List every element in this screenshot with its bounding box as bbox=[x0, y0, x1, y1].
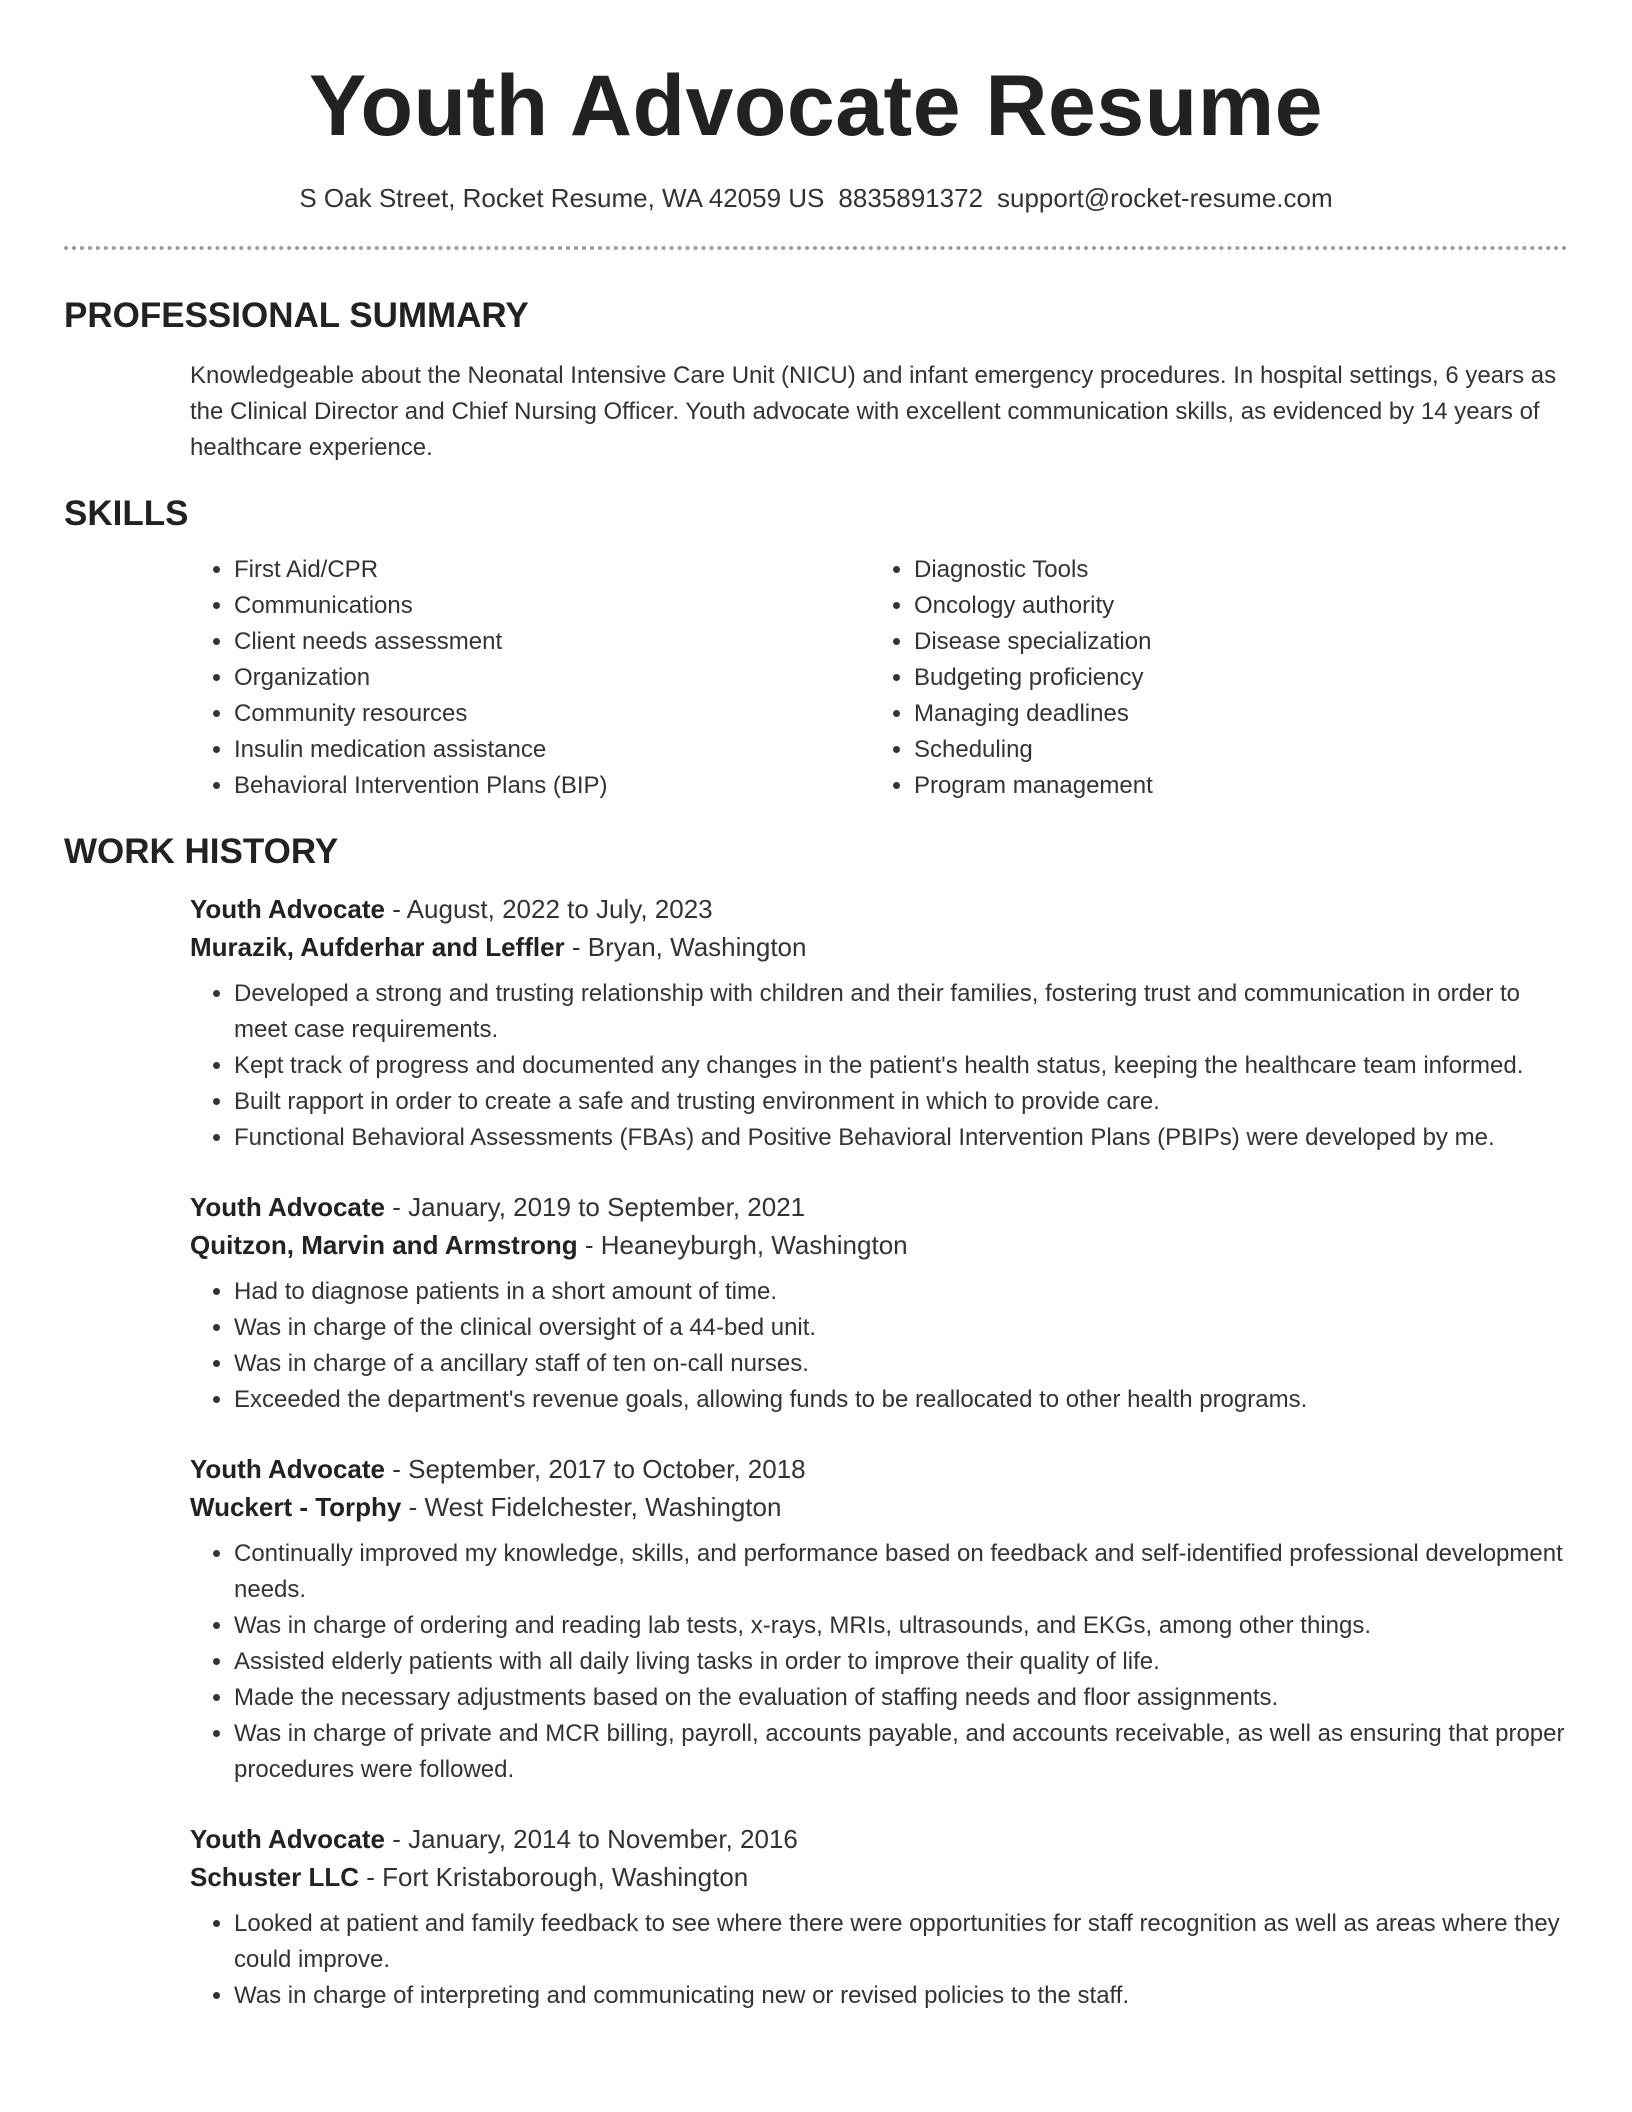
job-bullet: • Was in charge of interpreting and communicating new or revised policies to the staff. bbox=[234, 1978, 1568, 2014]
job-bullet: • Built rapport in order to create a safe and trusting environment in which to provide care. bbox=[234, 1084, 1568, 1120]
company-line bbox=[190, 1488, 1568, 1526]
contact-line bbox=[64, 182, 1568, 214]
skills-heading: SKILLS bbox=[64, 494, 189, 533]
job-bullet: • Made the necessary adjustments based on the evaluation of staffing needs and floor assignments. bbox=[234, 1680, 1568, 1716]
skill-item: • Managing deadlines bbox=[914, 696, 1514, 732]
skill-item: • First Aid/CPR bbox=[234, 552, 870, 588]
skill-item: • Scheduling bbox=[914, 732, 1514, 768]
job-dates: - January, 2019 to September, 2021 bbox=[385, 1192, 806, 1222]
contact-email: support@rocket-resume.com bbox=[997, 183, 1333, 213]
summary-heading: PROFESSIONAL SUMMARY bbox=[64, 296, 529, 335]
job-bullet: • Functional Behavioral Assessments (FBAs) and Positive Behavioral Intervention Plans (PBIPs) were developed by me. bbox=[234, 1120, 1568, 1156]
job-title: Youth Advocate bbox=[190, 1192, 386, 1222]
job-bullet: • Was in charge of the clinical oversight of a 44-bed unit. bbox=[234, 1310, 1568, 1346]
company-line bbox=[190, 928, 1568, 966]
company-line bbox=[190, 1226, 1568, 1264]
skill-item: • Insulin medication assistance bbox=[234, 732, 870, 768]
summary-text: Knowledgeable about the Neonatal Intensive Care Unit (NICU) and infant emergency procedures. In hospital settings, 6 years as the Clinical Director and Chief Nursing Officer. Youth advocate with excellent communication skills, as evidenced by 14 years of healthcare experience. bbox=[190, 362, 1557, 461]
skill-item: • Oncology authority bbox=[914, 588, 1514, 624]
job-title: Youth Advocate bbox=[190, 1824, 386, 1854]
job-title-line bbox=[190, 1820, 1568, 1858]
job-bullet: • Was in charge of a ancillary staff of ten on-call nurses. bbox=[234, 1346, 1568, 1382]
job-bullet: • Exceeded the department's revenue goals, allowing funds to be reallocated to other health programs. bbox=[234, 1382, 1568, 1418]
skills-column-left bbox=[190, 552, 870, 804]
job-bullets bbox=[190, 976, 1568, 1156]
contact-address: S Oak Street, Rocket Resume, WA 42059 US bbox=[299, 183, 825, 213]
job-entry bbox=[190, 890, 1568, 1156]
skill-item: • Client needs assessment bbox=[234, 624, 870, 660]
skill-item: • Organization bbox=[234, 660, 870, 696]
job-title-line bbox=[190, 890, 1568, 928]
skill-item: • Community resources bbox=[234, 696, 870, 732]
contact-phone: 8835891372 bbox=[838, 183, 984, 213]
job-entry bbox=[190, 1450, 1568, 1788]
job-dates: - August, 2022 to July, 2023 bbox=[385, 894, 713, 924]
skills-list bbox=[190, 552, 1568, 804]
job-title-line bbox=[190, 1188, 1568, 1226]
job-title: Youth Advocate bbox=[190, 894, 386, 924]
skill-item: • Disease specialization bbox=[914, 624, 1514, 660]
company-name: Murazik, Aufderhar and Leffler bbox=[190, 932, 565, 962]
company-location: - Heaneyburgh, Washington bbox=[577, 1230, 908, 1260]
job-bullets bbox=[190, 1274, 1568, 1418]
skill-item: • Communications bbox=[234, 588, 870, 624]
skills-column-right bbox=[870, 552, 1514, 804]
skill-item: • Diagnostic Tools bbox=[914, 552, 1514, 588]
job-entry bbox=[190, 1188, 1568, 1418]
job-bullets bbox=[190, 1906, 1568, 2014]
company-name: Wuckert - Torphy bbox=[190, 1492, 402, 1522]
job-dates: - September, 2017 to October, 2018 bbox=[385, 1454, 806, 1484]
company-location: - Bryan, Washington bbox=[564, 932, 807, 962]
company-location: - Fort Kristaborough, Washington bbox=[359, 1862, 749, 1892]
company-line bbox=[190, 1858, 1568, 1896]
job-bullet: • Was in charge of ordering and reading lab tests, x-rays, MRIs, ultrasounds, and EKGs, among other things. bbox=[234, 1608, 1568, 1644]
job-bullet: • Continually improved my knowledge, skills, and performance based on feedback and self-identified professional development needs. bbox=[234, 1536, 1568, 1608]
job-bullets bbox=[190, 1536, 1568, 1788]
job-bullet: • Had to diagnose patients in a short amount of time. bbox=[234, 1274, 1568, 1310]
company-name: Schuster LLC bbox=[190, 1862, 360, 1892]
job-bullet: • Developed a strong and trusting relationship with children and their families, fostering trust and communication in order to meet case requirements. bbox=[234, 976, 1568, 1048]
company-location: - West Fidelchester, Washington bbox=[401, 1492, 782, 1522]
header-divider bbox=[64, 246, 1568, 250]
job-bullet: • Looked at patient and family feedback to see where there were opportunities for staff recognition as well as areas where they could improve. bbox=[234, 1906, 1568, 1978]
skill-item: • Behavioral Intervention Plans (BIP) bbox=[234, 768, 870, 804]
company-name: Quitzon, Marvin and Armstrong bbox=[190, 1230, 578, 1260]
job-title-line bbox=[190, 1450, 1568, 1488]
work-history-heading: WORK HISTORY bbox=[64, 832, 339, 871]
job-bullet: • Kept track of progress and documented any changes in the patient's health status, keeping the healthcare team informed. bbox=[234, 1048, 1568, 1084]
job-title: Youth Advocate bbox=[190, 1454, 386, 1484]
resume-page bbox=[64, 0, 1568, 2014]
job-entry bbox=[190, 1820, 1568, 2014]
skill-item: • Budgeting proficiency bbox=[914, 660, 1514, 696]
job-bullet: • Was in charge of private and MCR billing, payroll, accounts payable, and accounts receivable, as well as ensuring that proper procedures were followed. bbox=[234, 1716, 1568, 1788]
skill-item: • Program management bbox=[914, 768, 1514, 804]
job-bullet: • Assisted elderly patients with all daily living tasks in order to improve their quality of life. bbox=[234, 1644, 1568, 1680]
resume-title: Youth Advocate Resume bbox=[308, 58, 1324, 154]
job-dates: - January, 2014 to November, 2016 bbox=[385, 1824, 798, 1854]
